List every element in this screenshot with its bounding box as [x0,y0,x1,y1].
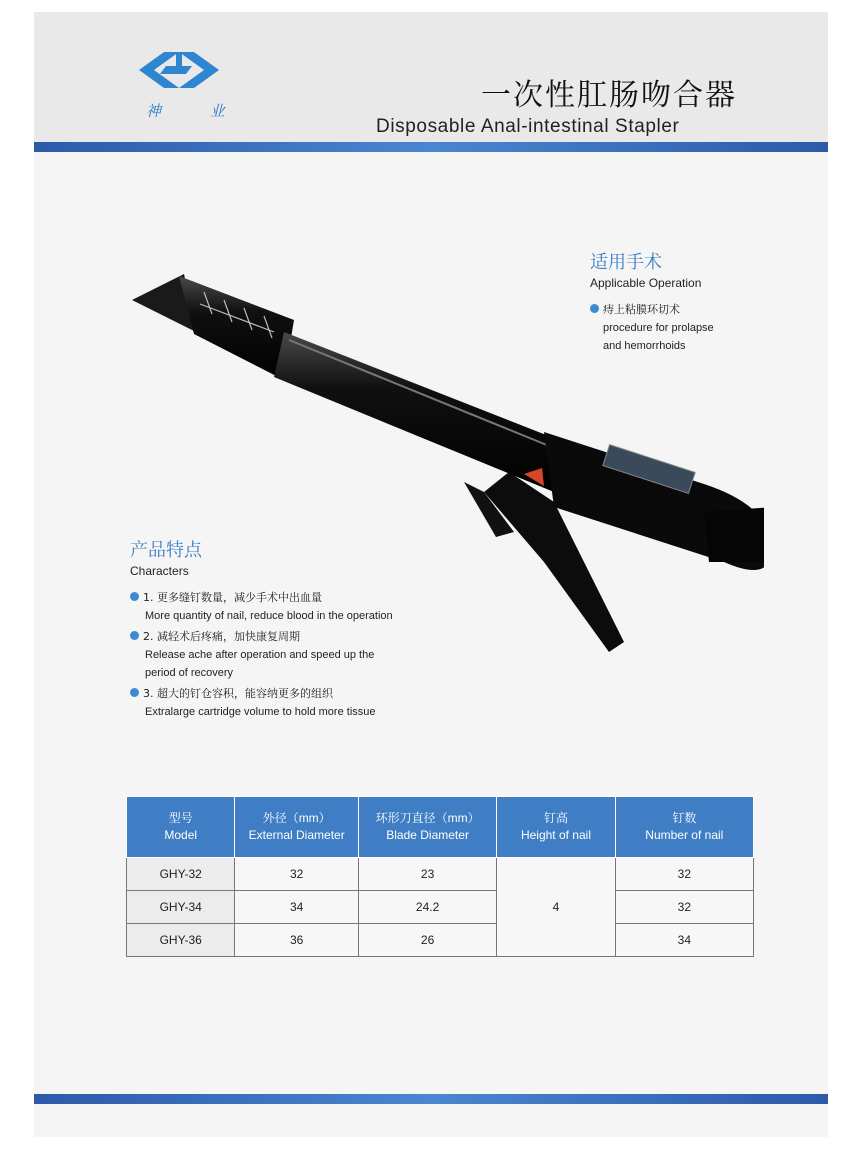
header-cn: 外径（mm） [262,811,331,825]
character-item-cn: 1. 更多缝钉数量，减少手术中出血量 [143,591,322,604]
character-item-cn: 3. 超大的钉仓容积，能容纳更多的组织 [143,687,333,700]
header-en: Model [164,828,198,842]
applicable-operation-section [590,248,810,355]
header-cn: 钉高 [543,811,568,825]
cell-model: GHY-34 [127,891,235,924]
cell-number-of-nail: 32 [615,891,753,924]
bullet-icon [130,631,139,640]
brochure-page [34,12,828,1137]
column-header-height-of-nail [497,797,615,858]
header-divider [34,142,828,152]
column-header-external-diameter [235,797,358,858]
character-item-en: period of recovery [145,667,234,679]
column-header-number-of-nail [615,797,753,858]
header-cn: 钉数 [672,811,697,825]
cell-number-of-nail: 34 [615,924,753,957]
bullet-icon [130,592,139,601]
table-row [127,891,754,924]
operation-item-en-2: and hemorrhoids [603,340,686,352]
cell-external-diameter: 34 [235,891,358,924]
table-row [127,858,754,891]
operation-item-en-1: procedure for prolapse [603,322,714,334]
operation-item-cn: 痔上粘膜环切术 [603,303,680,316]
cell-model: GHY-32 [127,858,235,891]
list-item [130,586,470,625]
character-item-en: Extralarge cartridge volume to hold more tissue [145,706,376,718]
bullet-icon [590,304,599,313]
cell-blade-diameter: 23 [358,858,496,891]
applicable-operation-heading-en: Applicable Operation [590,276,702,290]
page-title-en: Disposable Anal-intestinal Stapler [376,116,680,137]
list-item [130,625,470,682]
list-item [130,682,470,721]
column-header-model [127,797,235,858]
cell-number-of-nail: 32 [615,858,753,891]
bullet-icon [130,688,139,697]
character-item-en: Release ache after operation and speed up the [145,649,375,661]
header-en: External Diameter [248,828,345,842]
header-cn: 型号 [168,811,193,825]
page-title-cn: 一次性肛肠吻合器 [481,78,737,113]
table-row [127,924,754,957]
character-item-en: More quantity of nail, reduce blood in the operation [145,610,393,622]
cell-external-diameter: 32 [235,858,358,891]
applicable-operation-heading-cn: 适用手术 [590,252,662,273]
logo-text: 神 业 [146,102,247,120]
characters-section [130,536,470,721]
footer-divider [34,1094,828,1104]
character-item-cn: 2. 减轻术后疼痛，加快康复周期 [143,630,300,643]
characters-list [130,586,470,721]
characters-heading-cn: 产品特点 [130,540,202,561]
header-cn: 环形刀直径（mm） [375,811,480,825]
cell-blade-diameter: 26 [358,924,496,957]
table-header-row [127,797,754,858]
header-en: Number of nail [645,828,724,842]
cell-external-diameter: 36 [235,924,358,957]
cell-model: GHY-36 [127,924,235,957]
specification-table [126,796,754,957]
column-header-blade-diameter [358,797,496,858]
cell-height-of-nail: 4 [497,858,615,957]
header-en: Height of nail [520,828,591,842]
header-en: Blade Diameter [386,828,469,842]
characters-heading-en: Characters [130,564,189,578]
cell-blade-diameter: 24.2 [358,891,496,924]
